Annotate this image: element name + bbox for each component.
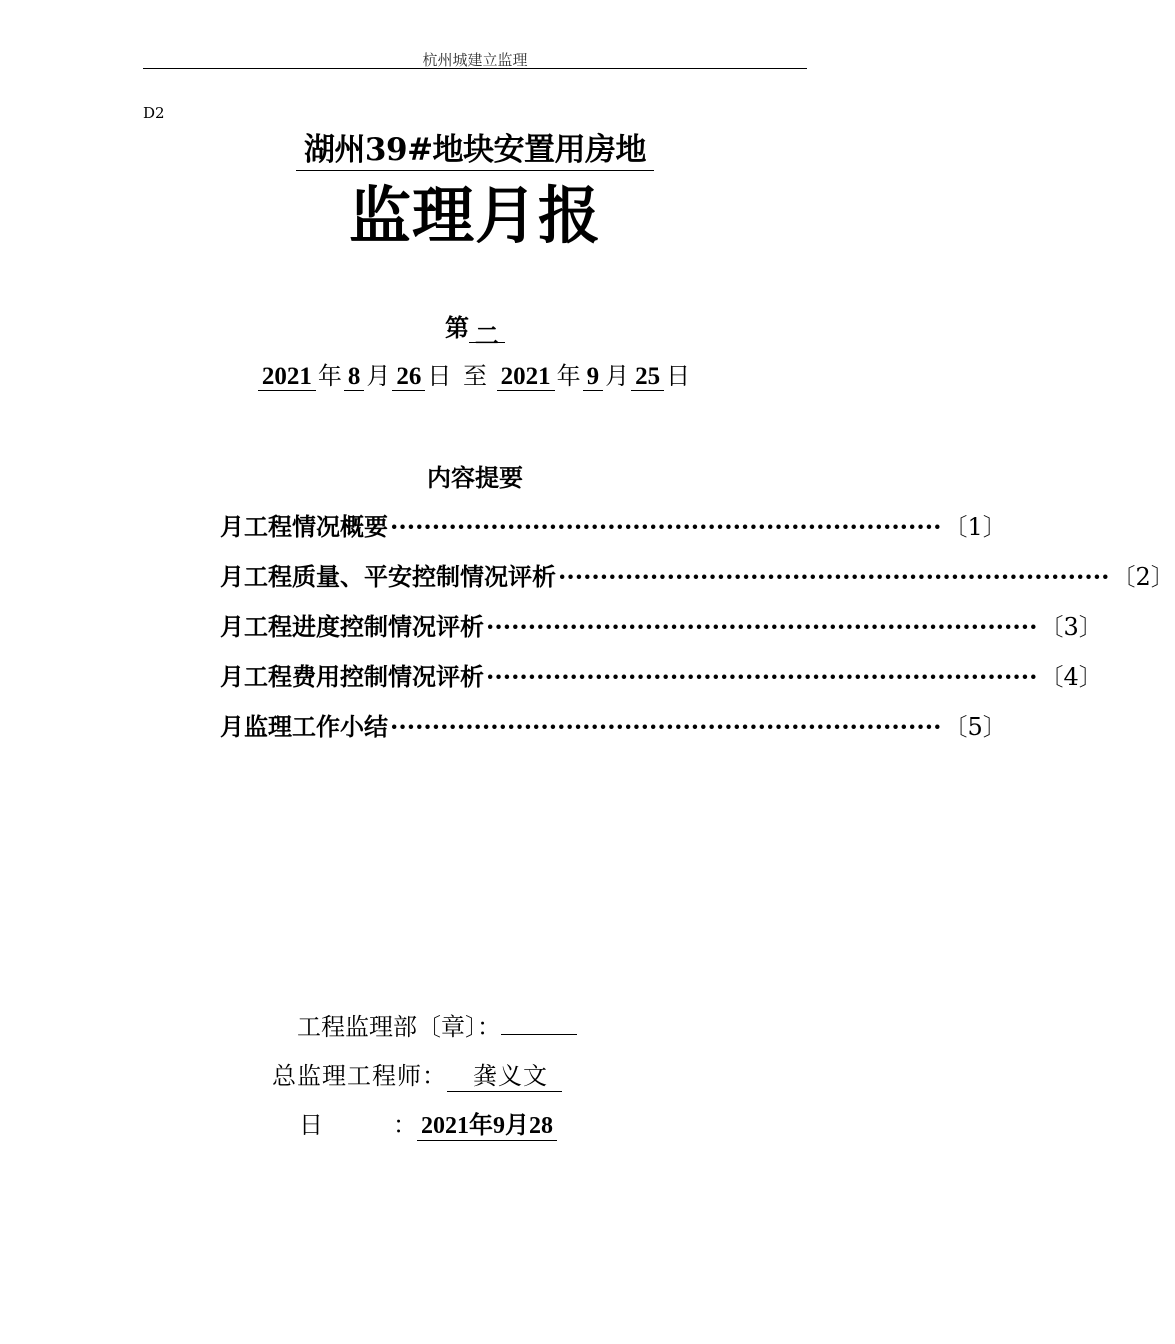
- start-year: 2021: [258, 363, 316, 391]
- toc-entry: [220, 557, 1175, 592]
- toc-entry: [220, 507, 1007, 542]
- dept-label: 工程监理部〔章〕：: [297, 1013, 501, 1041]
- toc-page: 〔5〕: [943, 713, 1007, 741]
- day-char: 日: [666, 362, 691, 390]
- toc-leader: ··································································: [390, 512, 942, 541]
- toc-entry: [220, 607, 1103, 642]
- date-colon: ：: [393, 1111, 417, 1139]
- toc-page: 〔2〕: [1111, 563, 1175, 591]
- toc-page: 〔4〕: [1039, 663, 1103, 691]
- toc-leader: ··································································: [486, 662, 1038, 691]
- toc-entry: [220, 657, 1103, 692]
- toc-leader: ··································································: [486, 612, 1038, 641]
- toc-leader: ··································································: [558, 562, 1110, 591]
- start-month: 8: [344, 363, 365, 391]
- report-date: 2021年9月28: [417, 1105, 557, 1141]
- project-name: 湖州39#地块安置用房地: [296, 130, 654, 171]
- project-name-line: [0, 130, 950, 171]
- end-year: 2021: [497, 363, 555, 391]
- chief-label: 总监理工程师：: [272, 1062, 447, 1090]
- year-char: 年: [317, 362, 342, 390]
- report-title: 监理月报: [348, 179, 601, 252]
- toc-page: 〔1〕: [943, 513, 1007, 541]
- document-code: D2: [143, 104, 165, 122]
- toc-entry: [220, 707, 1007, 742]
- toc-leader: ··································································: [390, 712, 942, 741]
- month-char: 月: [366, 362, 391, 390]
- period-prefix: 第: [445, 313, 469, 342]
- toc-label: 月监理工作小结: [220, 712, 388, 741]
- report-period: [0, 308, 950, 350]
- chief-name: 龚义文: [447, 1056, 562, 1092]
- contents-title: 内容提要: [427, 463, 523, 492]
- dept-seal-blank: [501, 1010, 577, 1035]
- toc-label: 月工程费用控制情况评析: [220, 662, 484, 691]
- supervision-dept-line: [297, 1007, 577, 1042]
- to-char: 至: [463, 362, 487, 390]
- page-header: 杭州城建立监理: [422, 51, 528, 69]
- date-label: 日: [299, 1111, 323, 1139]
- header-rule: [143, 68, 807, 69]
- day-char: 日: [427, 362, 452, 390]
- date-line: [299, 1105, 557, 1141]
- end-month: 9: [583, 363, 604, 391]
- end-day: 25: [631, 363, 664, 391]
- toc-page: 〔3〕: [1039, 613, 1103, 641]
- toc-label: 月工程质量、平安控制情况评析: [220, 562, 556, 591]
- period-number: 二: [469, 316, 505, 343]
- toc-label: 月工程情况概要: [220, 512, 388, 541]
- start-day: 26: [392, 363, 425, 391]
- chief-engineer-line: [272, 1056, 562, 1092]
- report-date-range: [0, 356, 950, 391]
- month-char: 月: [605, 362, 630, 390]
- year-char: 年: [556, 362, 581, 390]
- toc-label: 月工程进度控制情况评析: [220, 612, 484, 641]
